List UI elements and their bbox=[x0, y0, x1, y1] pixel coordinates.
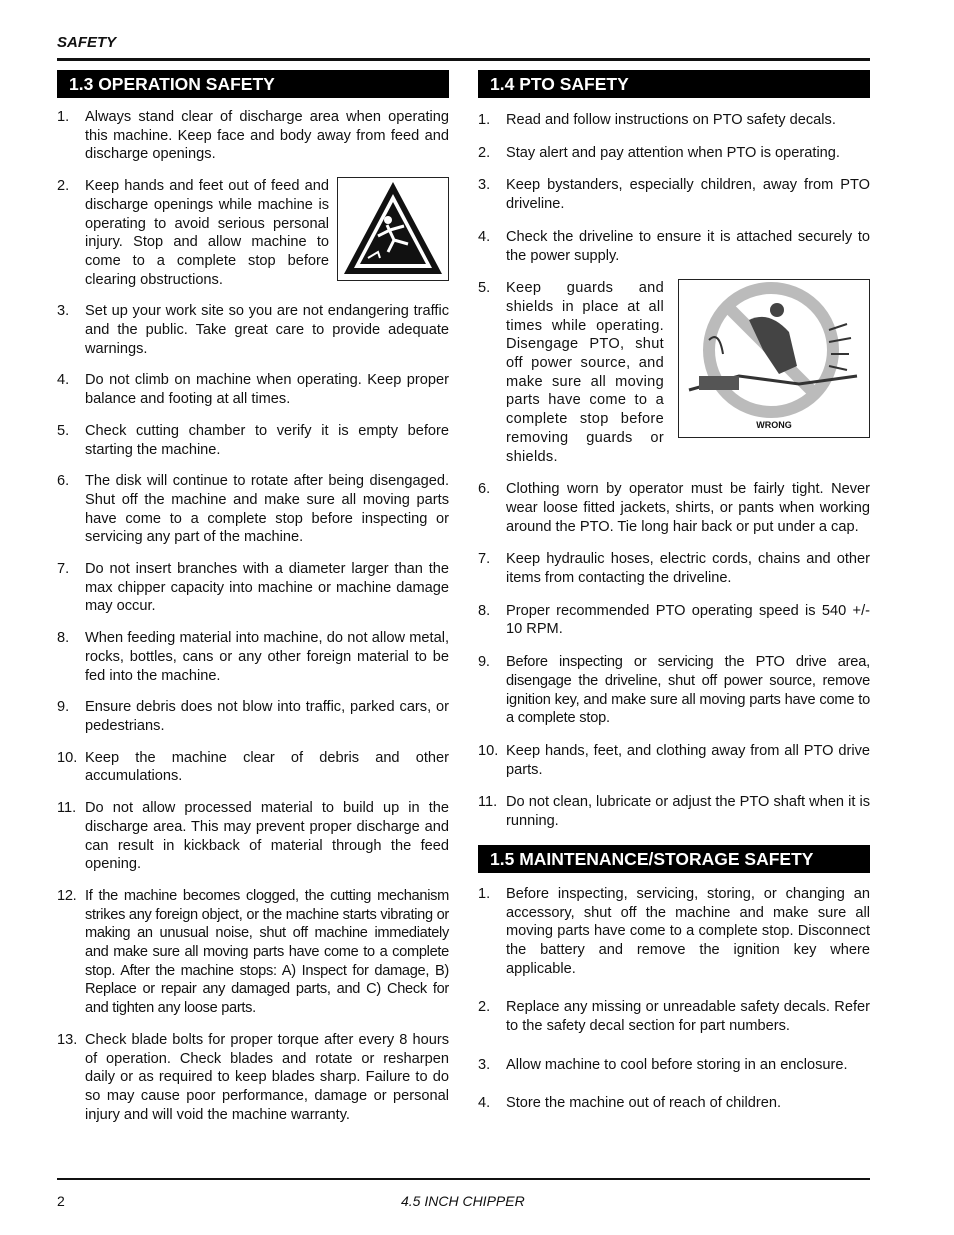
operation-safety-list bbox=[57, 108, 449, 1124]
pto-wrong-illustration bbox=[678, 279, 870, 438]
list-item: 9. Before inspecting or servicing the PTO drive area, disengage the driveline, shut off power source, remove ignition key, and make sure all moving parts have come to a complete stop. bbox=[478, 654, 870, 727]
list-item: 2. Stay alert and pay attention when PTO is operating. bbox=[478, 144, 840, 161]
section-heading-maintenance-storage-safety: 1.5 MAINTENANCE/STORAGE SAFETY bbox=[478, 845, 870, 873]
list-item: 3. Allow machine to cool before storing in an enclosure. bbox=[478, 1056, 848, 1073]
list-item: WRONG 5. Keep guards and shields in place at all times while operating. Disengage PTO, shut off power source, and make sure all moving parts have come to a complete stop before removing guards or shields. bbox=[478, 279, 870, 466]
list-item: 4. Check the driveline to ensure it is attached securely to the power supply. bbox=[478, 228, 870, 264]
list-item: 7. Do not insert branches with a diameter larger than the max chipper capacity into machine or machine damage may occur. bbox=[57, 561, 449, 615]
hazard-triangle-icon bbox=[338, 178, 448, 280]
pto-entanglement-illustration-icon bbox=[679, 280, 869, 437]
list-item: 2. Replace any missing or unreadable safety decals. Refer to the safety decal section for part numbers. bbox=[478, 999, 870, 1035]
list-item: 3. Keep bystanders, especially children, away from PTO driveline. bbox=[478, 177, 870, 213]
running-header: SAFETY bbox=[57, 34, 117, 51]
pto-maintenance-column bbox=[478, 70, 870, 1113]
list-item: 8. Proper recommended PTO operating speed is 540 +/- 10 RPM. bbox=[478, 602, 870, 638]
list-item: 1. Read and follow instructions on PTO safety decals. bbox=[478, 112, 836, 128]
list-item: 11. Do not clean, lubricate or adjust the PTO shaft when it is running. bbox=[478, 794, 870, 830]
list-item: 4. Do not climb on machine when operating. Keep proper balance and footing at all times. bbox=[57, 372, 449, 408]
header-rule bbox=[57, 58, 870, 61]
list-item: 1. Before inspecting, servicing, storing, or changing an accessory, shut off the machine and make sure all moving parts have come to a complete stop. Disconnect the battery and remove the ignition key where applicable. bbox=[478, 885, 870, 977]
pto-safety-list bbox=[478, 111, 870, 831]
footer-title: 4.5 INCH CHIPPER bbox=[401, 1193, 525, 1209]
list-item: 7. Keep hydraulic hoses, electric cords, chains and other items from contacting the driveline. bbox=[478, 551, 870, 587]
list-item: 2. Keep hands and feet out of feed and discharge openings while machine is operating to avoid serious personal injury. Stop and allow machine to come to a complete stop before clearing obstructions. bbox=[57, 177, 449, 289]
list-item: 6. The disk will continue to rotate after being disengaged. Shut off the machine and make sure all moving parts have come to a complete stop before inspecting or servicing any part of the machine. bbox=[57, 473, 449, 546]
hazard-warning-image bbox=[337, 177, 449, 281]
list-item: 9. Ensure debris does not blow into traffic, parked cars, or pedestrians. bbox=[57, 699, 449, 734]
wrong-caption: WRONG bbox=[756, 419, 792, 430]
maintenance-safety-list bbox=[478, 885, 870, 1113]
section-heading-pto-safety: 1.4 PTO SAFETY bbox=[478, 70, 870, 98]
list-item: 8. When feeding material into machine, do not allow metal, rocks, bottles, cans or any other foreign material to be fed into the machine. bbox=[57, 630, 449, 684]
footer-rule bbox=[57, 1178, 870, 1180]
section-heading-operation-safety: 1.3 OPERATION SAFETY bbox=[57, 70, 449, 98]
list-item: 10. Keep hands, feet, and clothing away from all PTO drive parts. bbox=[478, 742, 870, 778]
list-item: 11. Do not allow processed material to build up in the discharge area. This may prevent proper discharge and can result in kickback of material through the feed opening. bbox=[57, 800, 449, 873]
page-number: 2 bbox=[57, 1193, 65, 1209]
list-item: 12. If the machine becomes clogged, the cutting mechanism strikes any foreign object, or the machine starts vibrating or making an unusual noise, shut off machine immediately and make sure all moving parts have come to a complete stop. After the machine stops: A) Inspect for damage, B) Replace or repair any damaged parts, and C) Check for and tighten any loose parts. bbox=[57, 887, 449, 1017]
operation-safety-column bbox=[57, 70, 449, 1124]
list-item: 4. Store the machine out of reach of children. bbox=[478, 1095, 782, 1112]
list-item: 13. Check blade bolts for proper torque after every 8 hours of operation. Check blades and rotate or resharpen daily or as required to keep blades sharp. Failure to do so may cause poor performance, damage or personal injury and will void the machine warranty. bbox=[57, 1031, 449, 1123]
list-item: 1. Always stand clear of discharge area when operating this machine. Keep face and body away from feed and discharge openings. bbox=[57, 109, 449, 163]
list-item: 6. Clothing worn by operator must be fairly tight. Never wear loose fitted jackets, shirts, or pants when working around the PTO. Tie long hair back or put under a cap. bbox=[478, 481, 870, 535]
list-item: 3. Set up your work site so you are not endangering traffic and the public. Take great care to provide adequate warnings. bbox=[57, 303, 449, 357]
list-item: 5. Check cutting chamber to verify it is empty before starting the machine. bbox=[57, 422, 449, 458]
list-item: 10. Keep the machine clear of debris and other accumulations. bbox=[57, 749, 449, 785]
